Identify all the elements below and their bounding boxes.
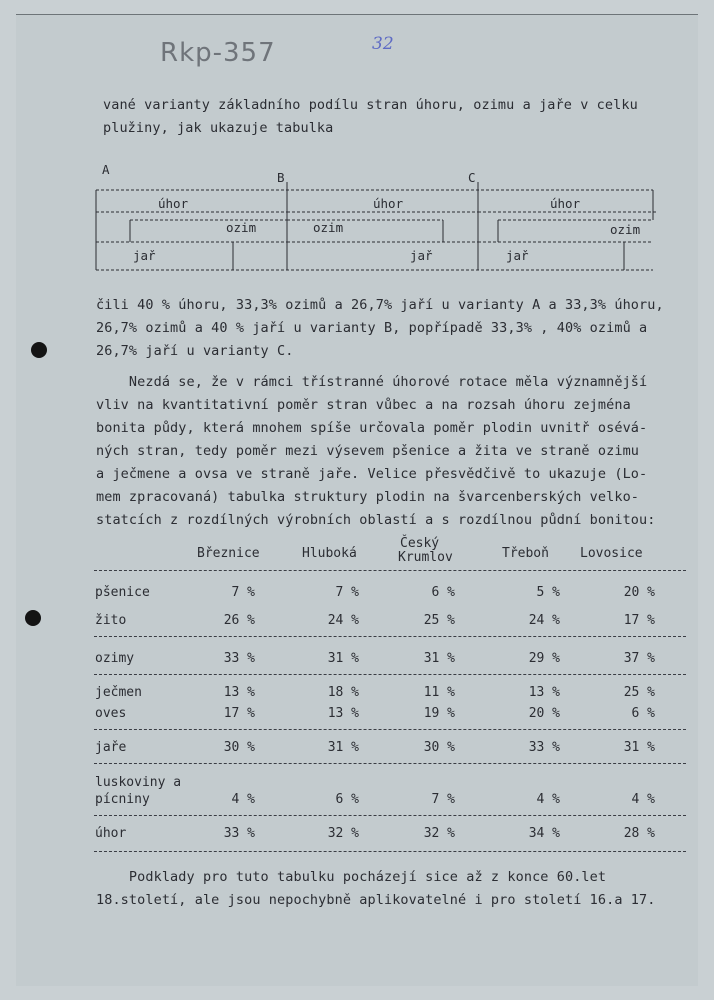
table-cell: 6 % [335, 792, 359, 807]
archive-signature: Rkp-357 [160, 38, 276, 68]
page-number: 32 [372, 34, 394, 54]
column-header: Krumlov [398, 550, 453, 565]
table-cell: 31 % [327, 740, 359, 755]
winter-label: ozim [610, 222, 641, 237]
table-cell: 37 % [623, 651, 655, 666]
winter-label: ozim [313, 220, 344, 235]
variant-label-c: C [468, 170, 476, 185]
table-cell: 4 % [536, 792, 560, 807]
row-label: oves [95, 706, 127, 721]
table-rule [94, 570, 686, 571]
text-line: vané varianty základního podílu stran úhoru, ozimu a jaře v celku [103, 97, 638, 113]
row-label: ozimy [95, 651, 135, 666]
table-cell: 24 % [327, 613, 359, 628]
table-cell: 30 % [423, 740, 455, 755]
text-line: ných stran, tedy poměr mezi výsevem pšenice a žita ve straně ozimu [96, 443, 640, 459]
text-line: 18.století, ale jsou nepochybně aplikovatelné i pro století 16.a 17. [96, 892, 656, 908]
column-header: Lovosice [580, 546, 643, 561]
table-rule [94, 729, 686, 730]
table-cell: 13 % [528, 685, 560, 700]
table-cell: 13 % [223, 685, 255, 700]
variant-label-b: B [277, 170, 285, 185]
table-cell: 34 % [528, 826, 560, 841]
row-label: ječmen [95, 685, 142, 700]
table-cell: 13 % [327, 706, 359, 721]
punch-hole [31, 342, 47, 358]
table-cell: 25 % [623, 685, 655, 700]
column-header: Březnice [197, 546, 260, 561]
table-cell: 20 % [528, 706, 560, 721]
table-cell: 6 % [631, 706, 655, 721]
variant-label-a: A [102, 162, 110, 177]
table-cell: 5 % [536, 585, 560, 600]
table-cell: 32 % [423, 826, 455, 841]
table-rule [94, 815, 686, 816]
table-cell: 29 % [528, 651, 560, 666]
column-header: Český [400, 536, 440, 551]
table-cell: 31 % [623, 740, 655, 755]
table-rule [94, 763, 686, 764]
row-label: luskoviny a [95, 775, 182, 790]
spring-label: jař [133, 248, 156, 263]
table-cell: 26 % [223, 613, 255, 628]
text-line: a ječmene a ovsa ve straně jaře. Velice přesvědčivě to ukazuje (Lo- [96, 466, 648, 482]
winter-label: ozim [226, 220, 257, 235]
table-cell: 7 % [335, 585, 359, 600]
spring-label: jař [410, 248, 433, 263]
text-line: 26,7% jaří u varianty C. [96, 343, 294, 359]
text-line: bonita půdy, která mnohem spíše určovala poměr plodin uvnitř osévá- [96, 420, 648, 436]
paper-edge [16, 14, 698, 15]
fallow-label: úhor [158, 196, 189, 211]
table-cell: 11 % [423, 685, 455, 700]
table-cell: 30 % [223, 740, 255, 755]
fallow-label: úhor [550, 196, 581, 211]
row-label: pšenice [95, 585, 150, 600]
text-line: mem zpracovaná) tabulka struktury plodin na švarcenberských velko- [96, 489, 640, 505]
punch-hole [25, 610, 41, 626]
row-label: úhor [95, 826, 127, 841]
column-header: Třeboň [502, 546, 549, 561]
table-cell: 6 % [431, 585, 455, 600]
text-line: plužiny, jak ukazuje tabulka [103, 120, 334, 136]
text-line: statcích z rozdílných výrobních oblastí a s rozdílnou půdní bonitou: [96, 512, 656, 528]
table-rule [94, 851, 686, 852]
text-line: Nezdá se, že v rámci třístranné úhorové rotace měla významnější [96, 374, 648, 390]
table-cell: 7 % [431, 792, 455, 807]
table-cell: 17 % [223, 706, 255, 721]
column-header: Hluboká [302, 546, 357, 561]
table-cell: 31 % [423, 651, 455, 666]
table-cell: 4 % [631, 792, 655, 807]
table-cell: 25 % [423, 613, 455, 628]
text-line: 26,7% ozimů a 40 % jaří u varianty B, popřípadě 33,3% , 40% ozimů a [96, 320, 648, 336]
text-line: Podklady pro tuto tabulku pocházejí sice až z konce 60.let [96, 869, 607, 885]
row-label: žito [95, 613, 127, 628]
spring-label: jař [506, 248, 529, 263]
table-cell: 20 % [623, 585, 655, 600]
table-cell: 33 % [223, 826, 255, 841]
table-cell: 4 % [231, 792, 255, 807]
table-cell: 33 % [223, 651, 255, 666]
table-cell: 19 % [423, 706, 455, 721]
row-label: jaře [95, 740, 127, 755]
table-rule [94, 636, 686, 637]
table-cell: 32 % [327, 826, 359, 841]
rotation-diagram [88, 160, 668, 280]
fallow-label: úhor [373, 196, 404, 211]
table-cell: 33 % [528, 740, 560, 755]
table-cell: 28 % [623, 826, 655, 841]
table-cell: 31 % [327, 651, 359, 666]
text-line: vliv na kvantitativní poměr stran vůbec a na rozsah úhoru zejména [96, 397, 631, 413]
row-label: pícniny [95, 792, 150, 807]
table-cell: 18 % [327, 685, 359, 700]
table-cell: 17 % [623, 613, 655, 628]
table-cell: 24 % [528, 613, 560, 628]
table-rule [94, 674, 686, 675]
text-line: čili 40 % úhoru, 33,3% ozimů a 26,7% jaří u varianty A a 33,3% úhoru, [96, 297, 664, 313]
table-cell: 7 % [231, 585, 255, 600]
